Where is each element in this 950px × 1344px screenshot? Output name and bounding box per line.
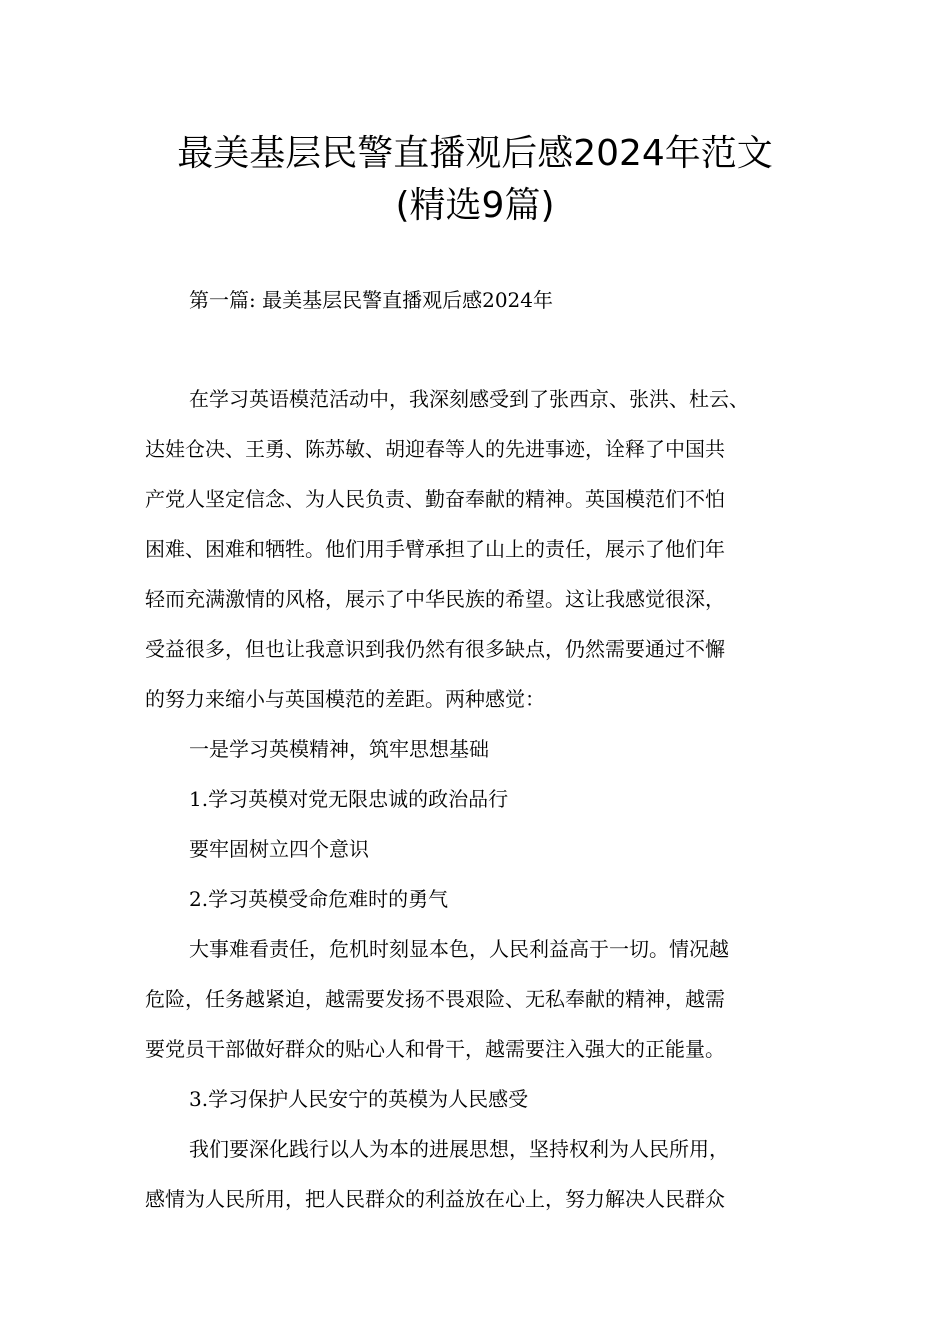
body-line: 困难、困难和牺牲。他们用手臂承担了山上的责任，展示了他们年 — [145, 537, 725, 561]
body-line: 轻而充满激情的风格，展示了中华民族的希望。这让我感觉很深， — [145, 587, 725, 611]
body-line: 受益很多，但也让我意识到我仍然有很多缺点，仍然需要通过不懈 — [145, 637, 725, 661]
body-line-heading: 3.学习保护人民安宁的英模为人民感受 — [189, 1087, 529, 1111]
body-line: 要牢固树立四个意识 — [189, 837, 369, 861]
body-line-heading: 2.学习英模受命危难时的勇气 — [189, 887, 449, 911]
body-line: 我们要深化践行以人为本的进展思想，坚持权利为人民所用， — [189, 1137, 729, 1161]
body-line: 产党人坚定信念、为人民负责、勤奋奉献的精神。英国模范们不怕 — [145, 487, 725, 511]
body-line-heading: 一是学习英模精神，筑牢思想基础 — [189, 737, 489, 761]
body-line: 危险，任务越紧迫，越需要发扬不畏艰险、无私奉献的精神，越需 — [145, 987, 725, 1011]
body-line: 的努力来缩小与英国模范的差距。两种感觉： — [145, 687, 545, 711]
document-subtitle: (精选9篇) — [395, 185, 555, 226]
document-body — [145, 374, 825, 1224]
body-line: 感情为人民所用，把人民群众的利益放在心上，努力解决人民群众 — [145, 1187, 725, 1211]
document-title: 最美基层民警直播观后感2024年范文 — [177, 133, 773, 174]
body-line: 要党员干部做好群众的贴心人和骨干，越需要注入强大的正能量。 — [145, 1037, 725, 1061]
body-line: 大事难看责任，危机时刻显本色，人民利益高于一切。情况越 — [189, 937, 729, 961]
body-line: 达娃仓决、王勇、陈苏敏、胡迎春等人的先进事迹，诠释了中国共 — [145, 437, 725, 461]
body-line-heading: 1.学习英模对党无限忠诚的政治品行 — [189, 787, 509, 811]
section-heading: 第一篇: 最美基层民警直播观后感2024年 — [189, 288, 553, 312]
body-line: 在学习英语模范活动中，我深刻感受到了张西京、张洪、杜云、 — [189, 387, 749, 411]
